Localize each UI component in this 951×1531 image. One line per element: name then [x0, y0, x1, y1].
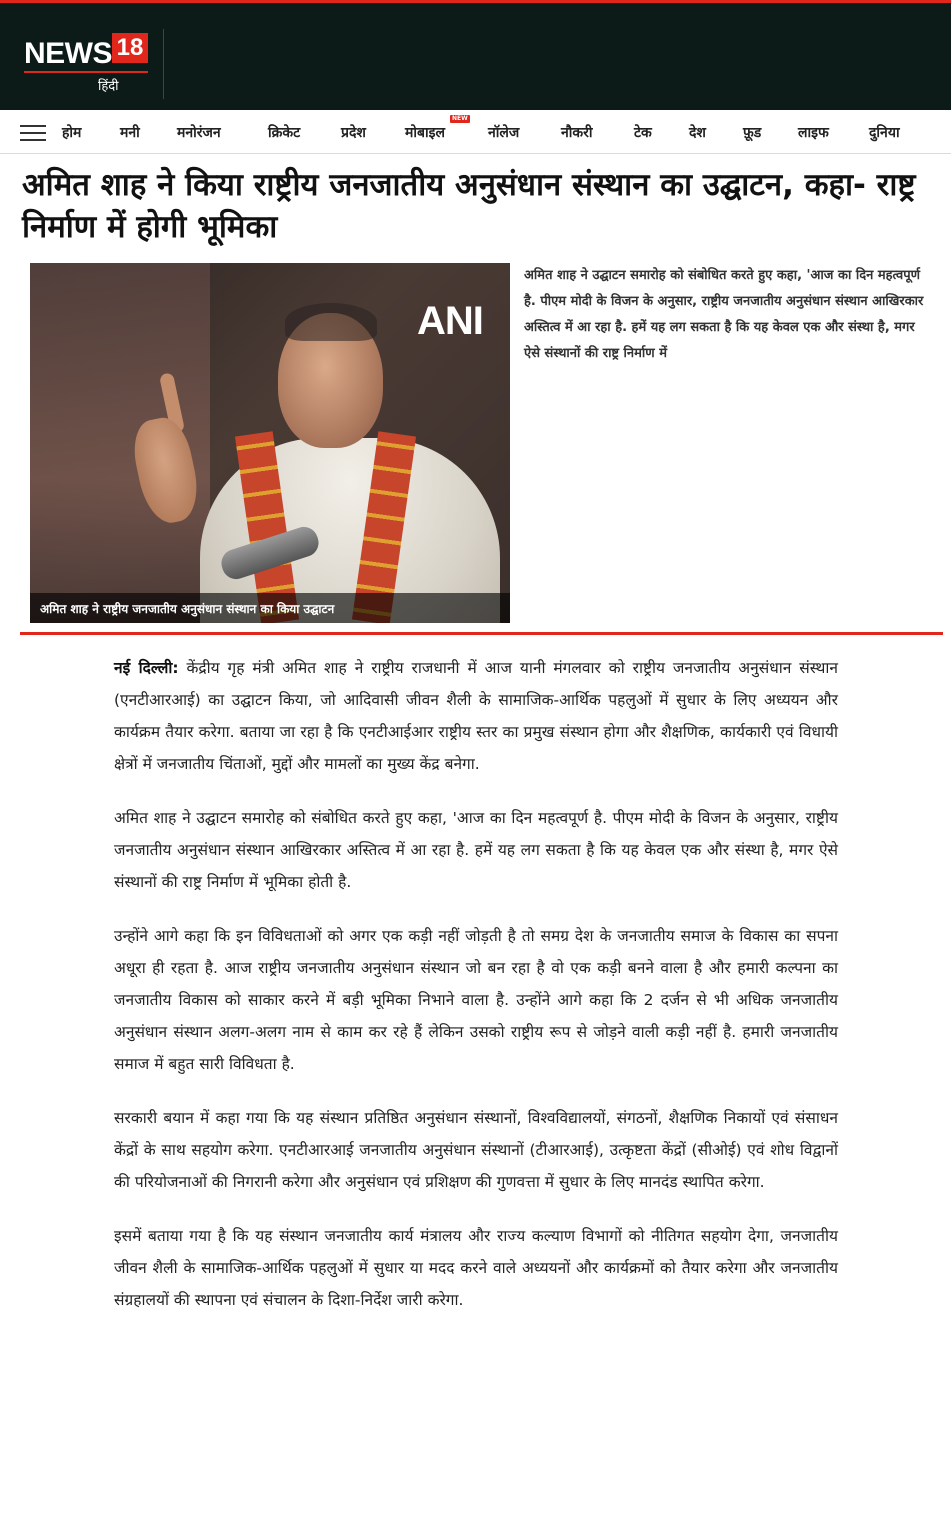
article-paragraph-2: अमित शाह ने उद्घाटन समारोह को संबोधित करते हुए कहा, 'आज का दिन महत्वपूर्ण है. पीएम मोदी के विजन के अनुसार, राष्ट्रीय जनजातीय अनुसंधान संस्थान आखिरकार अस्तित्व में आ रहा है. हमें यह लग सकता है कि यह केवल एक और संस्था है, मगर ऐसे संस्थानों की राष्ट्र निर्माण में भूमिका होती है. — [114, 809, 838, 891]
hamburger-menu-icon[interactable] — [20, 125, 46, 141]
logo-number: 18 — [112, 33, 148, 63]
article-paragraph-5: इसमें बताया गया है कि यह संस्थान जनजातीय कार्य मंत्रालय और राज्य कल्याण विभागों को नीतिगत सहयोग देगा, जनजातीय जीवन शैली के सामाजिक-आर्थिक पहलुओं में सुधार या मदद करने वाले अध्ययनों और कार्यक्रमों को तैयार करेगा और जनजातीय संग्रहालयों की स्थापना एवं संचालन के दिशा-निर्देश जारी करेगा. — [114, 1227, 838, 1309]
logo-underline — [24, 71, 148, 73]
site-header — [0, 0, 951, 110]
logo-sub: हिंदी — [98, 79, 119, 94]
main-nav — [0, 110, 951, 154]
news18-logo[interactable] — [20, 33, 150, 95]
nav-item-life[interactable]: लाइफ — [798, 125, 829, 141]
nav-item-mobile[interactable]: मोबाइल — [405, 125, 445, 141]
photo-caption-bar — [30, 593, 510, 623]
header-divider — [163, 29, 164, 99]
nav-item-world[interactable]: दुनिया — [869, 125, 900, 141]
new-badge: NEW — [452, 115, 468, 122]
photo-caption: अमित शाह ने राष्ट्रीय जनजातीय अनुसंधान संस्थान का किया उद्घाटन — [40, 602, 335, 616]
nav-item-money[interactable]: मनी — [120, 125, 140, 141]
nav-item-mobile-wrap[interactable] — [405, 115, 468, 142]
article-headline: अमित शाह ने किया राष्ट्रीय जनजातीय अनुसंधान संस्थान का उद्घाटन, कहा- राष्ट्र निर्माण में होगी भूमिका — [22, 167, 916, 245]
agency-watermark: ANI — [417, 299, 483, 343]
nav-item-jobs[interactable]: नौकरी — [561, 125, 593, 141]
article-summary: अमित शाह ने उद्घाटन समारोह को संबोधित करते हुए कहा, 'आज का दिन महत्वपूर्ण है. पीएम मोदी के विजन के अनुसार, राष्ट्रीय जनजातीय अनुसंधान संस्थान आखिरकार अस्तित्व में आ रहा है. हमें यह लग सकता है कि यह केवल एक और संस्था है, मगर ऐसे संस्थानों की राष्ट्र निर्माण में — [524, 268, 924, 361]
nav-item-cricket[interactable]: क्रिकेट — [268, 125, 301, 141]
article-paragraph-3: उन्होंने आगे कहा कि इन विविधताओं को अगर एक कड़ी नहीं जोड़ती है तो समग्र देश के जनजातीय समाज के विकास का सपना अधूरा ही रहता है. आज राष्ट्रीय जनजातीय अनुसंधान संस्थान जो बन रहा है वो एक कड़ी बनने वाला है और हमारी कल्पना का जनजातीय विकास को साकार करने में बड़ी भूमिका निभाने वाला है. उन्होंने आगे कहा कि 2 दर्जन से भी अधिक जनजातीय अनुसंधान संस्थान अलग-अलग नाम से काम कर रहे हैं लेकिन उसको राष्ट्रीय रूप से जोड़ने वाली कड़ी नहीं है. हमारी जनजातीय समाज में बहुत सारी विविधता है. — [114, 927, 838, 1073]
nav-item-entertainment[interactable]: मनोरंजन — [177, 125, 221, 141]
article-paragraph-1 — [114, 652, 838, 780]
logo-wordmark — [20, 33, 150, 77]
article-body — [114, 652, 838, 1338]
nav-item-country[interactable]: देश — [689, 125, 706, 141]
article-paragraph-4: सरकारी बयान में कहा गया कि यह संस्थान प्रतिष्ठित अनुसंधान संस्थानों, विश्वविद्यालयों, संगठनों, शैक्षणिक निकायों एवं संसाधन केंद्रों के साथ सहयोग करेगा. एनटीआरआई जनजातीय अनुसंधान संस्थानों (टीआरआई), उत्कृष्टता केंद्रों (सीओई) एवं शोध विद्वानों की परियोजनाओं की निगरानी करेगा और अनुसंधान एवं प्रशिक्षण की गुणवत्ता में सुधार के लिए मानदंड स्थापित करेगा. — [114, 1109, 838, 1191]
nav-item-state[interactable]: प्रदेश — [341, 125, 366, 141]
nav-item-home[interactable]: होम — [62, 125, 82, 141]
section-divider — [20, 632, 943, 635]
dateline: नई दिल्ली: — [114, 659, 179, 677]
article-photo[interactable] — [30, 263, 510, 623]
paragraph-1-text: केंद्रीय गृह मंत्री अमित शाह ने राष्ट्रीय राजधानी में आज यानी मंगलवार को राष्ट्रीय जनजातीय अनुसंधान संस्थान (एनटीआरआई) का उद्घाटन किया, जो आदिवासी जीवन शैली के सामाजिक-आर्थिक पहलुओं में सुधार के लिए अध्ययन और कार्यक्रम तैयार करेगा. बताया जा रहा है कि एनटीआईआर राष्ट्रीय स्तर का प्रमुख संस्थान होगा और शैक्षणिक, कार्यकारी एवं विधायी क्षेत्रों में जनजातीय चिंताओं, मुद्दों और मामलों का मुख्य केंद्र बनेगा. — [114, 659, 838, 773]
nav-item-knowledge[interactable]: नॉलेज — [488, 125, 520, 141]
nav-item-food[interactable]: फ़ूड — [743, 125, 762, 141]
logo-name: NEWS — [24, 37, 112, 70]
nav-item-tech[interactable]: टेक — [634, 125, 652, 141]
photo-figure-hair — [285, 303, 377, 341]
